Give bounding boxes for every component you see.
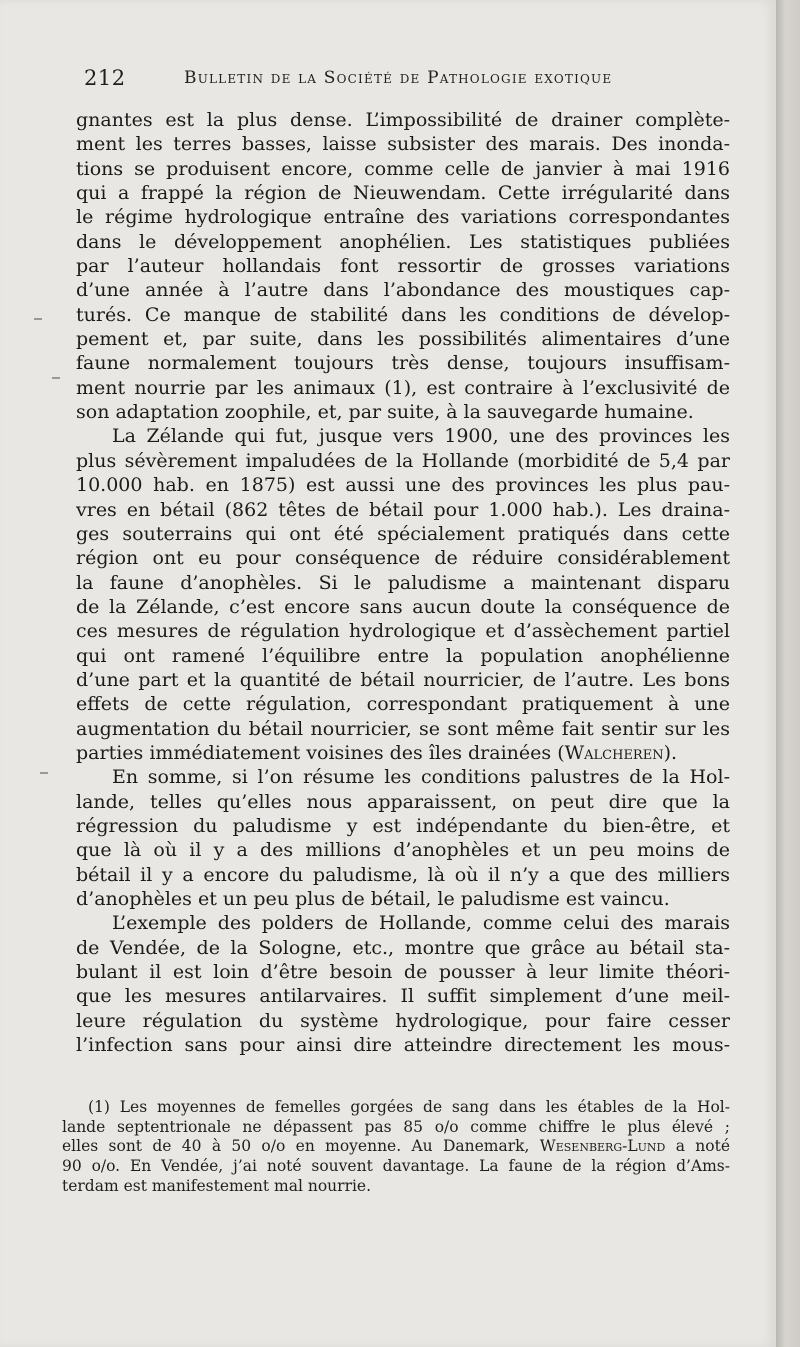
text-line: faune normalement toujours très dense, toujours insuffisam- <box>76 352 730 375</box>
text-fragment: ). <box>663 741 678 764</box>
text-fragment: parties immédiatement voisines des îles drainées ( <box>76 741 565 764</box>
footnote-line: terdam est manifestement mal nourrie. <box>62 1176 372 1195</box>
text-line: la faune d’anophèles. Si le paludisme a maintenant disparu <box>76 571 730 594</box>
text-line: le régime hydrologique entraîne des variations correspondantes <box>76 206 730 229</box>
text-line: lande, telles qu’elles nous apparaissent, on peut dire que la <box>76 790 730 813</box>
text-line: de la Zélande, c’est encore sans aucun doute la conséquence de <box>76 595 730 618</box>
footnote-line <box>62 1137 730 1157</box>
text-line: d’une part et la quantité de bétail nourricier, de l’autre. Les bons <box>76 668 730 691</box>
text-line: l’infection sans pour ainsi dire atteindre directement les mous- <box>76 1034 730 1057</box>
text-line: tions se produisent encore, comme celle de janvier à mai 1916 <box>76 157 730 180</box>
text-fragment: elles sont de 40 à 50 o/o en moyenne. Au Danemark, <box>62 1137 540 1156</box>
text-line: L’exemple des polders de Hollande, comme celui des marais <box>112 912 730 935</box>
margin-mark <box>40 772 48 774</box>
text-line: bétail il y a encore du paludisme, là où il n’y a que des milliers <box>76 863 730 886</box>
text-line: effets de cette régulation, correspondant pratiquement à une <box>76 693 730 716</box>
text-line: gnantes est la plus dense. L’impossibilité de drainer complète- <box>76 109 730 131</box>
footnote <box>62 1098 730 1196</box>
text-line: pement et, par suite, dans les possibilités alimentaires d’une <box>76 328 730 351</box>
text-line: plus sévèrement impaludées de la Hollande (morbidité de 5,4 par <box>76 449 730 472</box>
text-line: ment nourrie par les animaux (1), est contraire à l’exclusivité de <box>76 376 730 399</box>
margin-mark <box>52 377 60 379</box>
text-line: régression du paludisme y est indépendante du bien-être, et <box>76 814 730 837</box>
text-line: La Zélande qui fut, jusque vers 1900, une des provinces les <box>112 425 730 448</box>
place-name: Walcheren <box>564 741 664 764</box>
running-header <box>84 62 644 92</box>
footnote-line: 90 o/o. En Vendée, j’ai noté souvent davantage. La faune de la région d’Ams- <box>62 1157 730 1176</box>
text-line: leure régulation du système hydrologique, pour faire cesser <box>76 1009 730 1032</box>
text-line: vres en bétail (862 têtes de bétail pour 1.000 hab.). Les draina- <box>76 498 730 521</box>
text-line: ces mesures de régulation hydrologique et d’assèchement partiel <box>76 620 730 643</box>
text-line: qui ont ramené l’équilibre entre la population anophélienne <box>76 644 730 667</box>
text-line: que là où il y a des millions d’anophèles et un peu moins de <box>76 839 730 862</box>
text-line: d’une année à l’autre dans l’abondance des moustiques cap- <box>76 279 730 302</box>
text-line: région ont eu pour conséquence de réduire considérablement <box>76 547 730 570</box>
text-line: par l’auteur hollandais font ressortir de grosses variations <box>76 255 730 278</box>
running-title: Bulletin de la Société de Pathologie exotique <box>184 68 613 88</box>
text-line: son adaptation zoophile, et, par suite, à la sauvegarde humaine. <box>76 401 694 424</box>
text-fragment: a noté <box>665 1137 730 1156</box>
text-line: ges souterrains qui ont été spécialement pratiqués dans cette <box>76 522 730 545</box>
text-line: En somme, si l’on résume les conditions palustres de la Hol- <box>112 766 730 789</box>
text-line: que les mesures antilarvaires. Il suffit simplement d’une meil- <box>76 985 730 1008</box>
text-line: d’anophèles et un peu plus de bétail, le paludisme est vaincu. <box>76 888 670 910</box>
text-line: qui a frappé la région de Nieuwendam. Cette irrégularité dans <box>76 182 730 205</box>
body-text <box>76 108 730 1057</box>
page-edge-shadow <box>776 0 800 1347</box>
text-line <box>76 741 730 765</box>
text-line: turés. Ce manque de stabilité dans les conditions de dévelop- <box>76 303 730 326</box>
text-line: bulant il est loin d’être besoin de pousser à leur limite théori- <box>76 961 730 984</box>
text-line: dans le développement anophélien. Les statistiques publiées <box>76 230 730 253</box>
author-name: Wesenberg-Lund <box>539 1137 666 1156</box>
margin-mark <box>34 318 42 320</box>
text-line: de Vendée, de la Sologne, etc., montre que grâce au bétail sta- <box>76 936 730 959</box>
text-line: augmentation du bétail nourricier, se sont même fait sentir sur les <box>76 717 730 740</box>
text-line: 10.000 hab. en 1875) est aussi une des provinces les plus pau- <box>76 474 730 497</box>
footnote-line: (1) Les moyennes de femelles gorgées de sang dans les étables de la Hol- <box>88 1098 730 1116</box>
page-number: 212 <box>84 66 126 90</box>
text-line: ment les terres basses, laisse subsister des marais. Des inonda- <box>76 133 730 156</box>
footnote-line: lande septentrionale ne dépassent pas 85 o/o comme chiffre le plus élevé ; <box>62 1117 730 1136</box>
